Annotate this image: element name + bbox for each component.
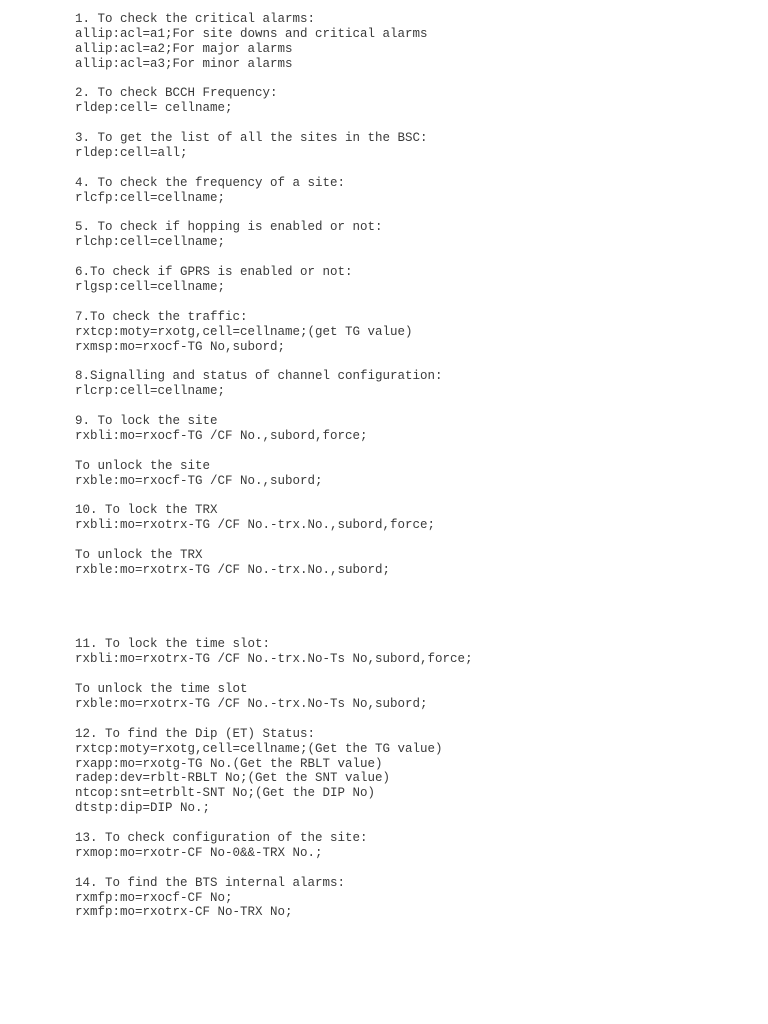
heading-line: 9. To lock the site <box>75 414 218 429</box>
section-lock-time-slot <box>75 637 755 667</box>
spacer <box>75 593 755 638</box>
heading-line: To unlock the TRX <box>75 548 203 563</box>
command-line: rlchp:cell=cellname; <box>75 235 226 250</box>
heading-line: 13. To check configuration of the site: <box>75 831 368 845</box>
section-hopping <box>75 220 755 250</box>
section-bcch-frequency <box>75 86 755 116</box>
section-traffic <box>75 310 755 355</box>
section-unlock-trx <box>75 548 755 578</box>
heading-line: 11. To lock the time slot: <box>75 637 271 652</box>
command-line: rxmfp:mo=rxocf-CF No; <box>75 890 233 905</box>
command-line: rlgsp:cell=cellname; <box>75 280 226 295</box>
heading-line: To unlock the time slot <box>75 682 248 697</box>
command-line: rxbli:mo=rxocf-TG /CF No.,subord,force; <box>75 428 368 443</box>
section-gprs <box>75 265 755 295</box>
heading-line: To unlock the site <box>75 458 211 473</box>
section-site-frequency <box>75 176 755 206</box>
command-line: rxbli:mo=rxotrx-TG /CF No.-trx.No-Ts No,subord,force; <box>75 652 473 667</box>
command-line: allip:acl=a3;For minor alarms <box>75 56 293 71</box>
heading-line: 6.To check if GPRS is enabled or not: <box>75 265 353 280</box>
section-lock-site <box>75 414 755 444</box>
section-critical-alarms <box>75 12 755 72</box>
heading-line: 2. To check BCCH Frequency: <box>75 86 278 101</box>
section-channel-configuration <box>75 369 755 399</box>
command-line: rxmsp:mo=rxocf-TG No,subord; <box>75 339 286 354</box>
heading-line: 5. To check if hopping is enabled or not: <box>75 220 383 235</box>
command-line: rxmop:mo=rxotr-CF No-0&&-TRX No.; <box>75 845 323 860</box>
heading-line: 3. To get the list of all the sites in the BSC: <box>75 131 428 146</box>
command-line: allip:acl=a1;For site downs and critical alarms <box>75 26 428 41</box>
command-line: rxapp:mo=rxotg-TG No.(Get the RBLT value) <box>75 756 383 771</box>
heading-line: 4. To check the frequency of a site: <box>75 175 346 190</box>
heading-line: 10. To lock the TRX <box>75 503 218 518</box>
section-bts-internal-alarms <box>75 876 755 921</box>
command-line: dtstp:dip=DIP No.; <box>75 801 211 816</box>
section-lock-trx <box>75 503 755 533</box>
command-line: allip:acl=a2;For major alarms <box>75 41 293 56</box>
command-line: ntcop:snt=etrblt-SNT No;(Get the DIP No) <box>75 786 376 801</box>
heading-line: 1. To check the critical alarms: <box>75 12 316 26</box>
command-line: rxble:mo=rxotrx-TG /CF No.-trx.No.,subord; <box>75 562 391 577</box>
document-body <box>75 12 755 935</box>
section-dip-status <box>75 727 755 816</box>
command-line: rxble:mo=rxocf-TG /CF No.,subord; <box>75 473 323 488</box>
heading-line: 14. To find the BTS internal alarms: <box>75 875 346 890</box>
command-line: rldep:cell=all; <box>75 146 188 161</box>
command-line: rxbli:mo=rxotrx-TG /CF No.-trx.No.,subord,force; <box>75 518 436 533</box>
command-line: rxtcp:moty=rxotg,cell=cellname;(get TG value) <box>75 324 413 339</box>
section-unlock-time-slot <box>75 682 755 712</box>
heading-line: 8.Signalling and status of channel configuration: <box>75 369 443 384</box>
command-line: rldep:cell= cellname; <box>75 101 233 116</box>
heading-line: 7.To check the traffic: <box>75 309 248 324</box>
command-line: rxtcp:moty=rxotg,cell=cellname;(Get the TG value) <box>75 741 443 756</box>
section-unlock-site <box>75 459 755 489</box>
section-list-sites <box>75 131 755 161</box>
command-line: rlcfp:cell=cellname; <box>75 190 226 205</box>
command-line: rxmfp:mo=rxotrx-CF No-TRX No; <box>75 905 293 920</box>
command-line: radep:dev=rblt-RBLT No;(Get the SNT value) <box>75 771 391 786</box>
heading-line: 12. To find the Dip (ET) Status: <box>75 726 316 741</box>
section-site-configuration <box>75 831 755 861</box>
command-line: rlcrp:cell=cellname; <box>75 384 226 399</box>
command-line: rxble:mo=rxotrx-TG /CF No.-trx.No-Ts No,subord; <box>75 696 428 711</box>
